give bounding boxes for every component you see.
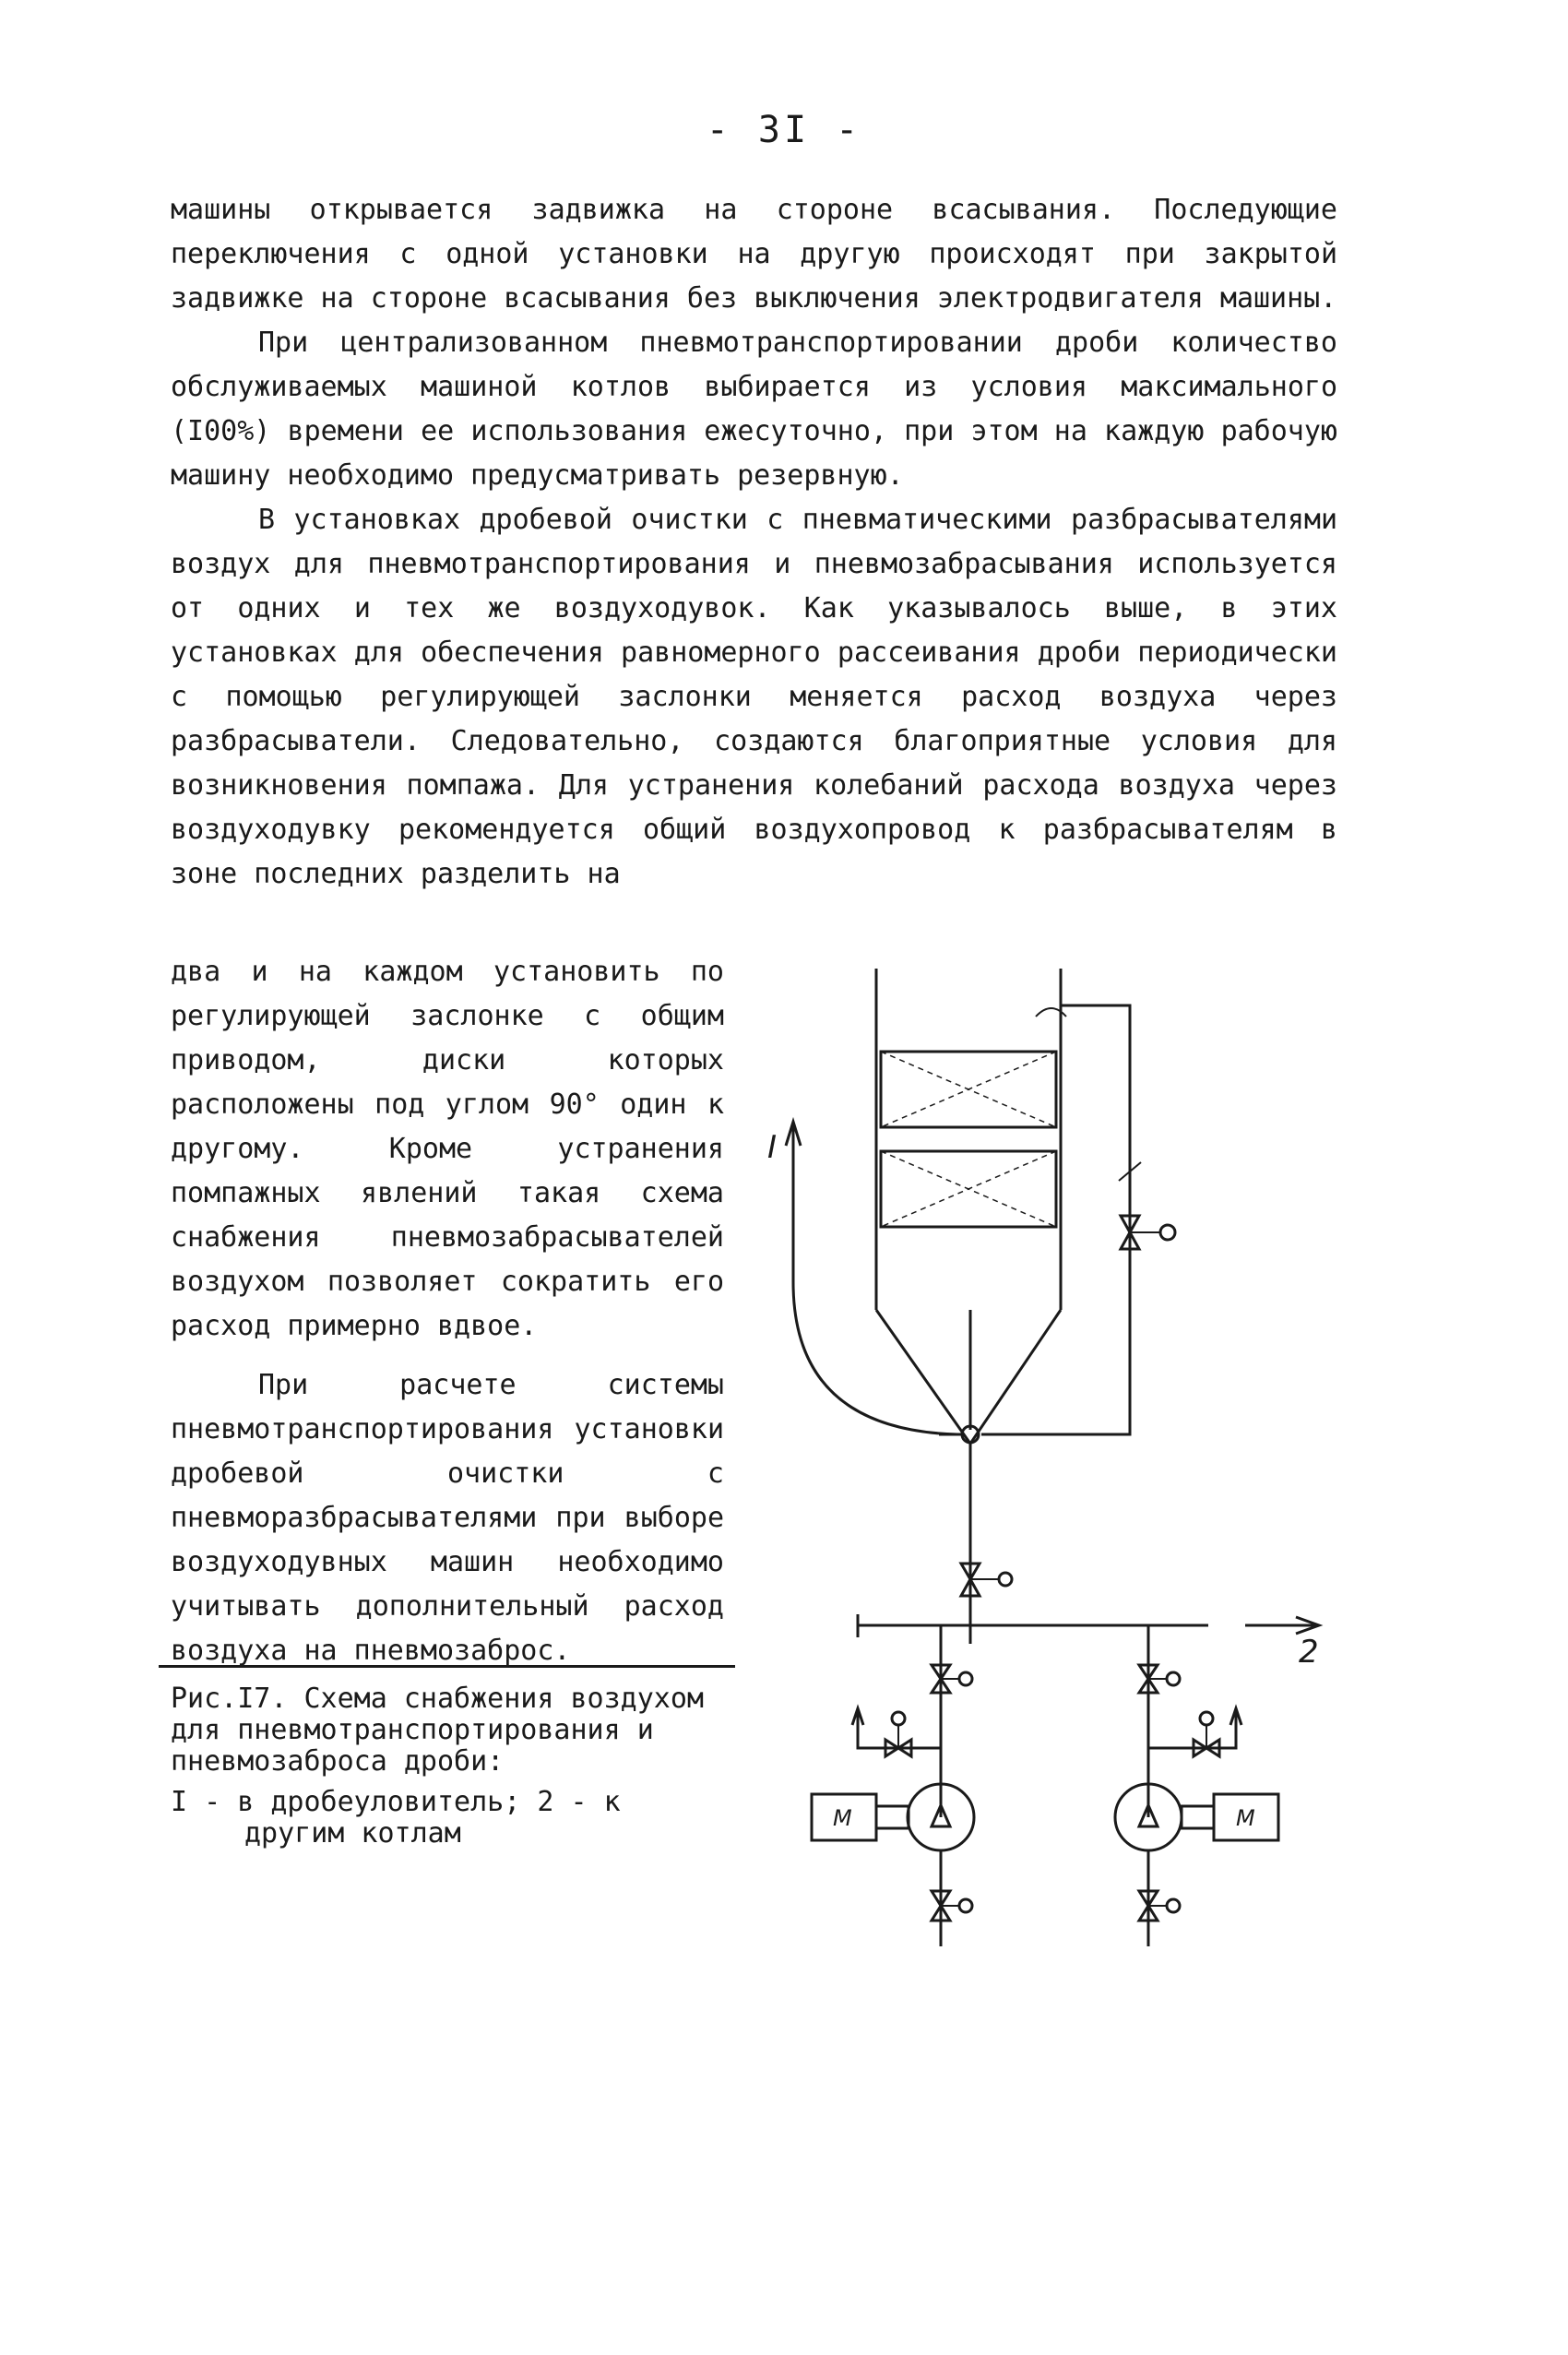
caption-title: Рис.I7. Схема снабжения воздухом для пневмотранспортирования и пневмозаброса дроби: (171, 1683, 704, 1778)
label-2: 2 (1299, 1634, 1319, 1671)
paragraph-1: машины открывается задвижка на стороне всасывания. Последующие переключения с одной установки на другую происходят при закрытой задвижке на стороне всасывания без выключения электродвигателя машины. (171, 194, 1337, 315)
separator-pack-lower (881, 1151, 1056, 1227)
paragraph-3: В установках дробевой очистки с пневматическими разбрасывателями воздух для пневмотранспортирования и пневмозабрасывания используется от одних и тех же воздуходувок. Как указывалось выше, в этих установках для обеспечения равномерного рассеивания дроби периодически с помощью регулирующей заслонки меняется расход воздуха через разбрасыватели. Следовательно, создаются благоприятные условия для возникновения помпажа. Для устранения колебаний расхода воздуха через воздуходувку рекомендуется общий воздухопровод к разбрасывателям в зоне последних разделить на (171, 504, 1337, 890)
body-text-column (171, 950, 724, 1673)
motor-left-label: M (833, 1805, 852, 1831)
paragraph-3-continued: два и на каждом установить по регулирующей заслонке с общим приводом, диски которых расположены под углом 90° один к другому. Кроме устранения помпажных явлений такая схема снабжения пневмозабрасывателей воздухом позволяет сократить его расход примерно вдвое. (171, 956, 724, 1342)
separator-pack-upper (881, 1052, 1056, 1127)
left-blower-branch (812, 1625, 974, 1946)
label-1: I (767, 1129, 778, 1166)
shot-trap-vessel (876, 969, 1061, 1444)
air-header (858, 1614, 1319, 1637)
paragraph-4: При расчете системы пневмотранспортирования установки дробевой очистки с пневморазбрасывателями при выборе воздуходувных машин необходимо учитывать дополнительный расход воздуха на пневмозаброс. (171, 1369, 724, 1667)
paragraph-2: При централизованном пневмотранспортировании дроби количество обслуживаемых машиной котлов выбирается из условия максимального (I00%) времени ее использования ежесуточно, при этом на каждую рабочую машину необходимо предусматривать резервную. (171, 327, 1337, 492)
figure-caption (171, 1683, 724, 1850)
air-supply-scheme-diagram (756, 941, 1347, 1956)
valve-main (961, 1564, 1012, 1596)
caption-legend: I - в дробеуловитель; 2 - к другим котлам (171, 1786, 621, 1850)
body-text-full-width (171, 188, 1337, 897)
caption-divider (159, 1665, 735, 1668)
page-number: - 3I - (706, 109, 862, 151)
right-blower-branch (1115, 1625, 1278, 1946)
motor-right-label: M (1236, 1805, 1255, 1831)
